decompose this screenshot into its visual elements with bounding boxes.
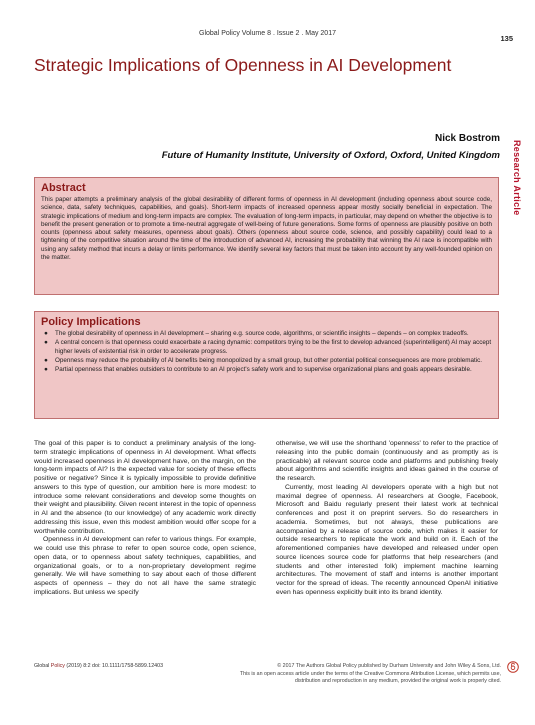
policy-item — [41, 357, 492, 365]
abstract-text: This paper attempts a preliminary analysis of the global desirability of different forms of openness in AI development (including openness about source code, science, data, safety techniques, capabilities, and goals). Short-term impacts of increased openness appear mostly socially beneficial in expectation. The strategic implications of medium and long-term impacts are complex. The evaluation of long-term impacts, in particular, may depend on whether the objective is to benefit the present generation or to promote a time-neutral aggregate of well-being of future generations. Some forms of openness are plausibly positive on both counts (openness about safety measures, openness about goals). Others (openness about source code, science, and possibly capability) could lead to a tightening of the competitive situation around the time of the introduction of advanced AI, increasing the probability that winning the AI race is incompatible with using any safety method that incurs a delay or limits performance. We identify several key factors that must be taken into account by any well-founded opinion on the matter. — [41, 196, 492, 262]
paper-title: Strategic Implications of Openness in AI Development — [34, 55, 452, 75]
policy-item-text: A central concern is that openness could exacerbate a racing dynamic: competitors trying to be the first to develop advanced (superintelligent) AI may accept higher levels of existential risk in order to accelerate progress. — [55, 339, 492, 355]
policy-item-text: The global desirability of openness in AI development – sharing e.g. source code, algorithms, or scientific insights – depends – on complex tradeoffs. — [55, 330, 469, 337]
running-head: Global Policy Volume 8 . Issue 2 . May 2017 — [199, 30, 336, 37]
body-paragraph: Currently, most leading AI developers operate with a high but not maximal degree of openness. AI researchers at Google, Facebook, Microsoft and Baidu regularly present their latest work at technical conferences and post it on preprint servers. So do researchers in academia. Sometimes, but not always, these publications are accompanied by a release of source code, which makes it easier for outside researchers to replicate the work and build on it. Each of the aforementioned companies have developed and released under open source licences source code for platforms that help researchers (and students and other interested folk) implement machine learning architectures. The movement of staff and interns is another important vector for the spread of ideas. The recently announced OpenAI initiative even has openness explicitly built into its brand identity. — [276, 483, 498, 596]
author-affiliation: Future of Humanity Institute, University of Oxford, Oxford, United Kingdom — [161, 150, 500, 161]
abstract-heading: Abstract — [41, 182, 86, 194]
bullet-icon: ● — [44, 339, 48, 347]
page-number: 135 — [500, 34, 513, 43]
journal-name-accent: Policy — [50, 663, 65, 669]
bullet-icon: ● — [44, 330, 48, 337]
footer-license — [201, 663, 501, 686]
license-line: This is an open access article under the terms of the Creative Commons Attribution License, which permits use, — [239, 670, 501, 677]
journal-name-prefix: Global — [34, 663, 50, 669]
bullet-icon: ● — [44, 366, 48, 374]
body-column-left — [34, 440, 256, 598]
policy-item-text: Partial openness that enables outsiders to contribute to an AI project's safety work and to supervise organizational plans and goals appears desirable. — [55, 366, 472, 374]
open-access-icon — [507, 661, 519, 673]
body-column-right — [276, 440, 498, 598]
doi-citation: (2019) 8:2 doi: 10.1111/1758-5899.12403 — [66, 663, 164, 669]
policy-item-text: Openness may reduce the probability of AI benefits being monopolized by a small group, but other potential political consequences are more problematic. — [55, 356, 483, 364]
footer-citation — [34, 663, 163, 669]
policy-item — [41, 339, 492, 356]
abstract-box — [34, 177, 499, 295]
body-paragraph: Openness in AI development can refer to various things. For example, we could use this phrase to refer to open source code, open science, open data, or to openness about safety techniques, capabilities, and organizational goals, or to a non-proprietary development regime generally. We will have something to say about each of those different aspects of openness – they do not all have the same strategic implications. But unless we specify — [34, 536, 256, 596]
policy-list — [41, 330, 492, 374]
bullet-icon: ● — [44, 356, 48, 364]
article-type-tag: Research Article — [512, 140, 522, 216]
policy-item — [41, 366, 492, 374]
copyright-line: © 2017 The Authors Global Policy published by Durham University and John Wiley & Sons, Ltd. — [277, 663, 501, 669]
policy-heading: Policy Implications — [41, 316, 141, 328]
policy-item — [41, 330, 492, 338]
body-paragraph: The goal of this paper is to conduct a preliminary analysis of the long-term strategic implications of openness in AI development. What effects would increased openness in AI development have, on the margin, on the long-term impacts of AI? Is the expected value for society of these effects positive or negative? Since it is typically impossible to provide definitive answers to this type of question, our ambition here is more modest: to introduce some relevant considerations and develop some thoughts on their weight and plausibility. Given recent interest in the topic of openness in AI and the absence (to our knowledge) of any academic work directly addressing this issue, even this modest ambition would offer scope for a worthwhile contribution. — [34, 440, 256, 535]
author-name: Nick Bostrom — [434, 133, 500, 144]
license-line: distribution and reproduction in any medium, provided the original work is properly cited. — [294, 678, 501, 684]
body-paragraph: otherwise, we will use the shorthand 'openness' to refer to the practice of releasing into the public domain (continuously and as promptly as is practicable) all relevant source code and platforms and publishing freely about algorithms and scientific insights and ideas gained in the course of the research. — [276, 440, 498, 482]
policy-implications-box — [34, 311, 499, 419]
